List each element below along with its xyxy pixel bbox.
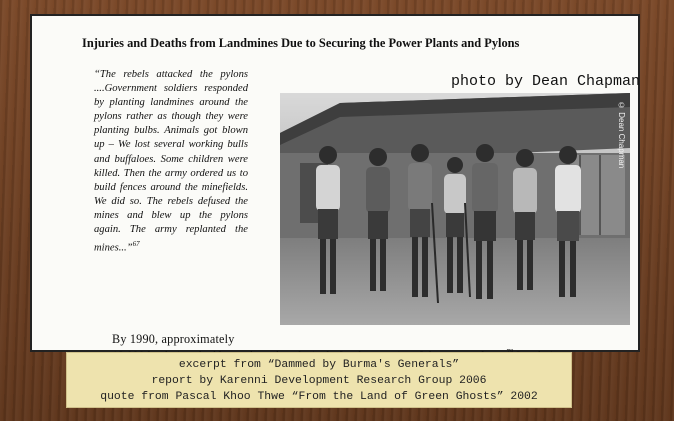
headline: Injuries and Deaths from Landmines Due to Securing the Power Plants and Pylons [82,36,520,50]
source-caption [66,352,572,408]
document-page [30,14,640,352]
body-text-line-1: By 1990, approximately [112,332,235,346]
caption-line-2: report by Karenni Development Research Group 2006 [151,375,487,387]
photo [280,93,630,325]
photo-credit: photo by Dean Chapman [450,73,640,90]
photo-watermark: © Dean Chapman [617,101,626,169]
quote-text: “The rebels attacked the pylons ....Government soldiers responded by planting landmines around the pylons rather as though they were planting bulbs. Animals got blown up – We lost several working bulls and buffaloes. Some children were killed. Then the army ordered us to build fences around the minefields. We did so. The rebels defused the mines and blew up the pylons again. The army replanted the mines...” [94,69,248,254]
quote-block [94,68,248,256]
caption-line-3: quote from Pascal Khoo Thwe “From the Land of Green Ghosts” 2002 [100,391,538,403]
caption-line-1: excerpt from “Dammed by Burma's Generals” [178,359,460,371]
quote-footnote-ref: 67 [132,240,140,249]
photo-villagers [280,93,630,325]
